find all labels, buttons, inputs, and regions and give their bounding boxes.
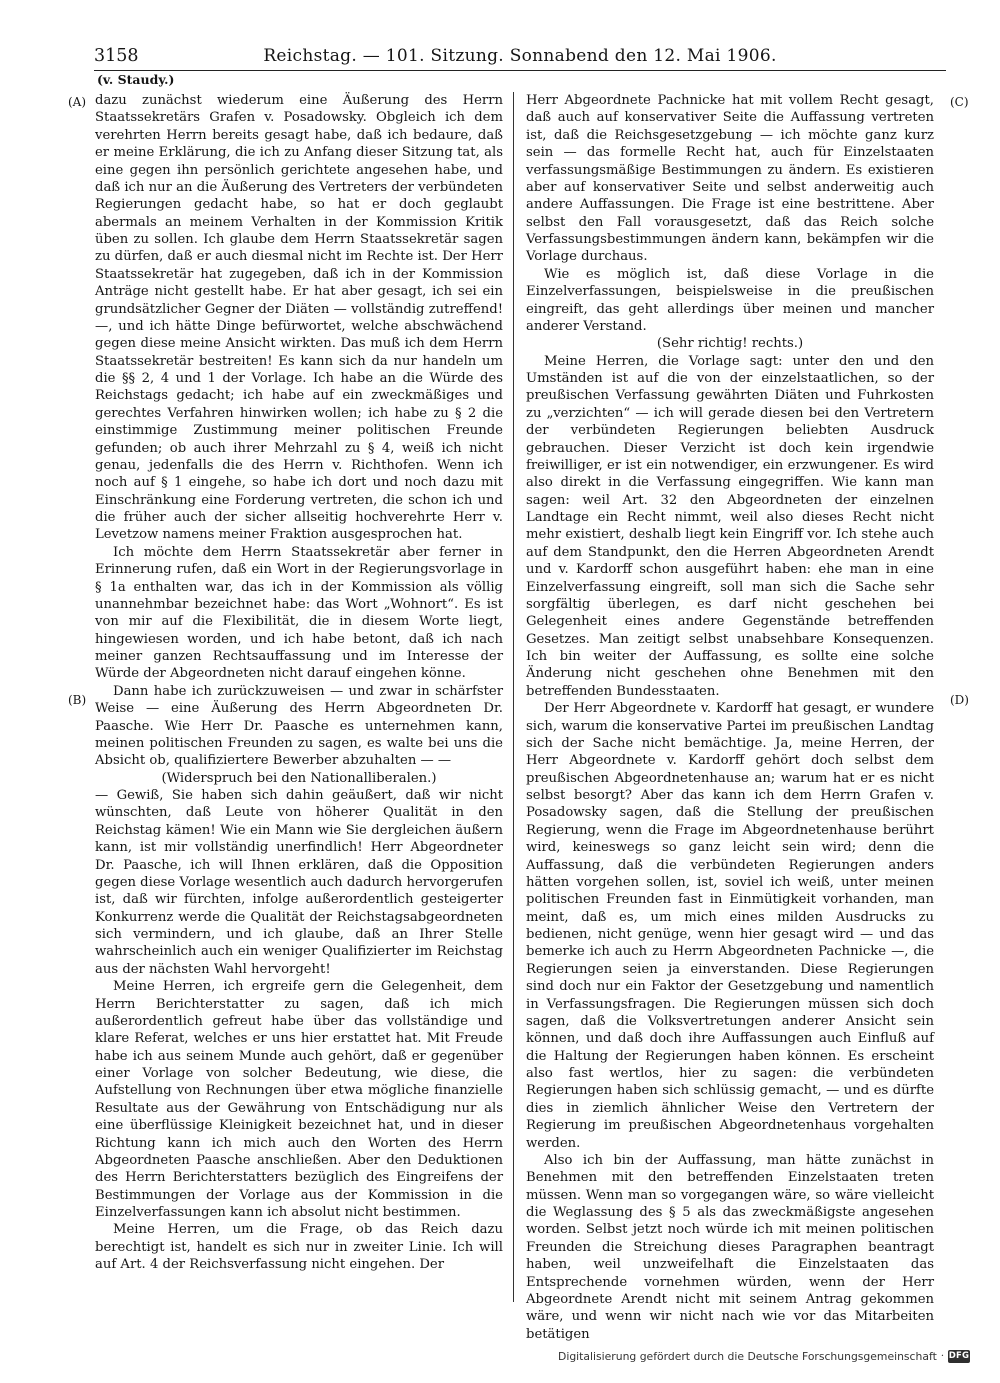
dfg-logo-icon: DFG — [948, 1350, 970, 1361]
interjection: (Widerspruch bei den Nationalliberalen.) — [161, 770, 437, 786]
paragraph: Meine Herren, um die Frage, ob das Reich dazu berechtigt ist, handelt es sich nur in zweiter Linie. Ich will auf Art. 4 der Reichsverfassung nicht eingehen. Der — [95, 1222, 503, 1273]
paragraph: Also ich bin der Auffassung, man hätte zunächst in Benehmen mit den betreffenden Einzelstaaten treten müssen. Wenn man so vorgegangen wäre, so wäre vielleicht die Weglassung des § 5 als das zweckmäßigste angesehen worden. Selbst jetzt noch würde ich mit meinen politischen Freunden die Streichung dieses Paragraphen beantragt haben, weil unzweifelhaft die Einzelstaaten das Entsprechende vornehmen würden, wenn der Herr Abgeordnete Arendt nicht mit seinem Antrag gekommen wäre, und wenn wir nicht nach wie vor das Mitarbeiten betätigen — [526, 1152, 934, 1342]
paragraph: Der Herr Abgeordnete v. Kardorff hat gesagt, er wundere sich, warum die konservative Partei im preußischen Landtag sich der Sache nicht bemächtige. Ja, meine Herren, der Herr Abgeordnete v. Kardorff gehört doch selbst dem preußischen Abgeordnetenhause an; warum hat er es nicht selbst besorgt? Aber das kann ich dem Herrn Grafen v. Posadowsky sagen, daß die Stellung der preußischen Regierung, wenn die Frage im Abgeordnetenhause berührt wird, keineswegs so ganz leicht sein wird; denn die Auffassung, daß die verbündeten Regierungen anders hätten vorgehen sollen, ist, soviel ich weiß, unter meinen politischen Freunden fast in Einmütigkeit vorhanden, man meint, daß es, um mich eines milden Ausdrucks zu bedienen, nicht genüge, wenn hier gesagt wird — und das bemerke ich auch zu Herrn Abgeordneten Pachnicke —, die Regierungen seien ja einverstanden. Diese Regierungen sind doch nur ein Faktor der Gesetzgebung und namentlich in Verfassungsfragen. Die Regierungen müssen sich doch sagen, daß die Volksvertretungen anderer Ansicht sein können, und daß doch ihre Auffassungen auch Einfluß auf die Haltung der Regierungen haben können. Es erscheint also fast wertlos, hier zu sagen: die verbündeten Regierungen haben sich schlüssig gemacht, — und es dürfte dies in ziemlich ähnlicher Weise den Vertretern der Regierung im preußischen Abgeordnetenhaus vorgehalten werden. — [526, 701, 934, 1151]
paragraph: Wie es möglich ist, daß diese Vorlage in die Einzelverfassungen, beispielsweise in die preußischen eingreift, das geht allerdings über meinen und mancher anderer Verstand. — [526, 266, 934, 334]
margin-mark-a: (A) — [68, 95, 87, 109]
paragraph: dazu zunächst wiederum eine Äußerung des Herrn Staatssekretärs Grafen v. Posadowsky. Obgleich ich dem verehrten Herrn bereits gesagt habe, daß ich bedaure, daß er meine Erklärung, die ich zu Anfang dieser Sitzung tat, als eine gegen ihn persönlich gerichtete angesehen habe, und daß ich nur an die Äußerung des Vertreters der verbündeten Regierungen gedacht habe, so hat er doch geglaubt abermals an meinem Verhalten in der Kommission Kritik üben zu sollen. Ich glaube dem Herrn Staatssekretär sagen zu dürfen, daß er auch diesmal nicht im Rechte ist. Der Herr Staatssekretär hat zugegeben, daß ich in der Kommission Anträge nicht gestellt habe. Er hat aber gesagt, ich sei ein grundsätzlicher Gegner der Diäten — vollständig zutreffend! —, und ich hätte Dinge befürwortet, welche abschwächend gegen diese meine Ansicht wirkten. Das muß ich dem Herrn Staatssekretär bestreiten! Es kann sich da nur handeln um die §§ 2, 4 und 1 der Vorlage. Ich habe an die Würde des Reichstags gedacht; ich habe auf ein zweckmäßiges und gerechtes Verfahren hinwirken wollen; ich habe zu § 2 die einstimmige Zustimmung meiner politischen Freunde gefunden; ob auch ihrer Mehrzahl zu § 4, weiß ich nicht genau, jedenfalls die des Herrn v. Richthofen. Wenn ich noch auf § 1 eingehe, so habe ich dort und noch dazu mit Einschränkung eine Forderung vertreten, die schon ich und die früher auch der sicher allseitig hochverehrte Herr v. Levetzow namens meiner Fraktion ausgesprochen hat. — [95, 93, 503, 543]
footer-credit: Digitalisierung gefördert durch die Deutsche Forschungsgemeinschaft — [558, 1349, 937, 1363]
footer — [558, 1347, 970, 1365]
right-column — [526, 92, 934, 1342]
paragraph: Herr Abgeordnete Pachnicke hat mit vollem Recht gesagt, daß auch auf konservativer Seite die Auffassung vertreten ist, daß die Reichsgesetzgebung — ich möchte ganz kurz sein — das formelle Recht hat, auch für Einzelstaaten verfassungsmäßige Bestimmungen zu ändern. Es existieren aber auf konservativer Seite und selbst anderweitig auch andere Auffassungen. Die Frage ist eine bestrittene. Aber selbst den Fall vorausgesetzt, daß das Reich solche Verfassungsbestimmungen ändern kann, bekämpfen wir die Vorlage durchaus. — [526, 93, 934, 265]
paragraph: Meine Herren, ich ergreife gern die Gelegenheit, dem Herrn Berichterstatter zu sagen, daß ich mich außerordentlich gefreut habe über das vollständige und klare Referat, welches er uns hier erstattet hat. Mit Freude habe ich aus seinem Munde auch gehört, daß er gegenüber einer Vorlage von solcher Bedeutung, wie diese, die Aufstellung von Rechnungen über etwa mögliche finanzielle Resultate aus der Gewährung von Entschädigung nur als eine überflüssige Kleinigkeit bezeichnet hat, und in dieser Richtung kann ich mich auch den Worten des Herrn Abgeordneten Paasche anschließen. Aber den Deduktionen des Herrn Berichterstatters bezüglich des Eingreifens der Bestimmungen der Vorlage aus der Kommission in die Einzelverfassungen kann ich absolut nicht bestimmen. — [95, 979, 503, 1220]
paragraph: — Gewiß, Sie haben sich dahin geäußert, daß wir nicht wünschten, daß Leute von höherer Qualität in den Reichstag kämen! Wie ein Mann wie Sie dergleichen äußern kann, ist mir vollständig unerfindlich! Herr Abgeordneter Dr. Paasche, ich will Ihnen erklären, daß die Opposition gegen diese Vorlage wesentlich auch dadurch hervorgerufen ist, daß wir fürchten, infolge außerordentlich gesteigerter Konkurrenz werde die Qualität der Reichstagsabgeordneten sich vermindern, und ich glaube, daß an Ihrer Stelle wahrscheinlich auch ein weniger Qualifizierter im Reichstag aus der nächsten Wahl hervorgeht! — [95, 788, 503, 977]
margin-mark-c: (C) — [950, 95, 969, 109]
paragraph: Ich möchte dem Herrn Staatssekretär aber ferner in Erinnerung rufen, daß ein Wort in der Regierungsvorlage in § 1a enthalten war, das ich in der Kommission als völlig unannehmbar bezeichnet habe: das Wort „Wohnort“. Es ist von mir auf die Flexibilität, die in diesem Worte liegt, hingewiesen worden, und ich habe betont, daß ich nach meiner ganzen Rechtsauffassung und im Interesse der Würde der Abgeordneten nicht darauf eingehen könne. — [95, 544, 503, 682]
interjection: (Sehr richtig! rechts.) — [656, 336, 804, 352]
column-divider — [513, 92, 514, 1302]
speaker-label: (v. Staudy.) — [97, 72, 175, 87]
left-column — [95, 92, 503, 1304]
margin-mark-b: (B) — [68, 693, 87, 707]
page-header — [94, 44, 946, 71]
running-head: Reichstag. — 101. Sitzung. Sonnabend den 12. Mai 1906. — [263, 46, 777, 66]
paragraph: Dann habe ich zurückzuweisen — und zwar in schärfster Weise — eine Äußerung des Herrn Abgeordneten Dr. Paasche. Wie Herr Dr. Paasche es unternehmen kann, meinen politischen Freunden zu sagen, es walte bei uns die Absicht ob, qualifiziertere Bewerber abzuhalten — — — [95, 683, 503, 769]
page-number: 3158 — [94, 46, 139, 66]
margin-mark-d: (D) — [950, 693, 969, 707]
paragraph: Meine Herren, die Vorlage sagt: unter den und den Umständen ist auf die von der einzelstaatlichen, so der preußischen Verfassung gewährten Diäten und Fuhrkosten zu „verzichten“ — ich will gerade diesen bei den Vertretern der verbündeten Regierungen beliebten Ausdruck gebrauchen. Dieser Verzicht ist doch kein irgendwie freiwilliger, er ist ein notwendiger, ein erzwungener. Es wird also direkt in die Verfassung eingegriffen. Wie kann man sagen: weil Art. 32 den Abgeordneten der einzelnen Landtage ein Recht nimmt, weil also dieses Recht nicht mehr existiert, deshalb liegt kein Eingriff vor. Ich stehe auch auf dem Standpunkt, den die Herren Abgeordneten Arendt und v. Kardorff schon ausgeführt haben: ehe man in eine Einzelverfassung eingreift, soll man sich die Sache sehr sorgfältig überlegen, es darf nicht geschehen bei Gelegenheit eines andere Gegenstände betreffenden Gesetzes. Man zeitigt selbst unabsehbare Konsequenzen. Ich bin weiter der Auffassung, es sollte eine solche Änderung nicht geschehen ohne Benehmen mit den betreffenden Bundesstaaten. — [526, 353, 934, 699]
footer-separator: · — [940, 1350, 944, 1362]
